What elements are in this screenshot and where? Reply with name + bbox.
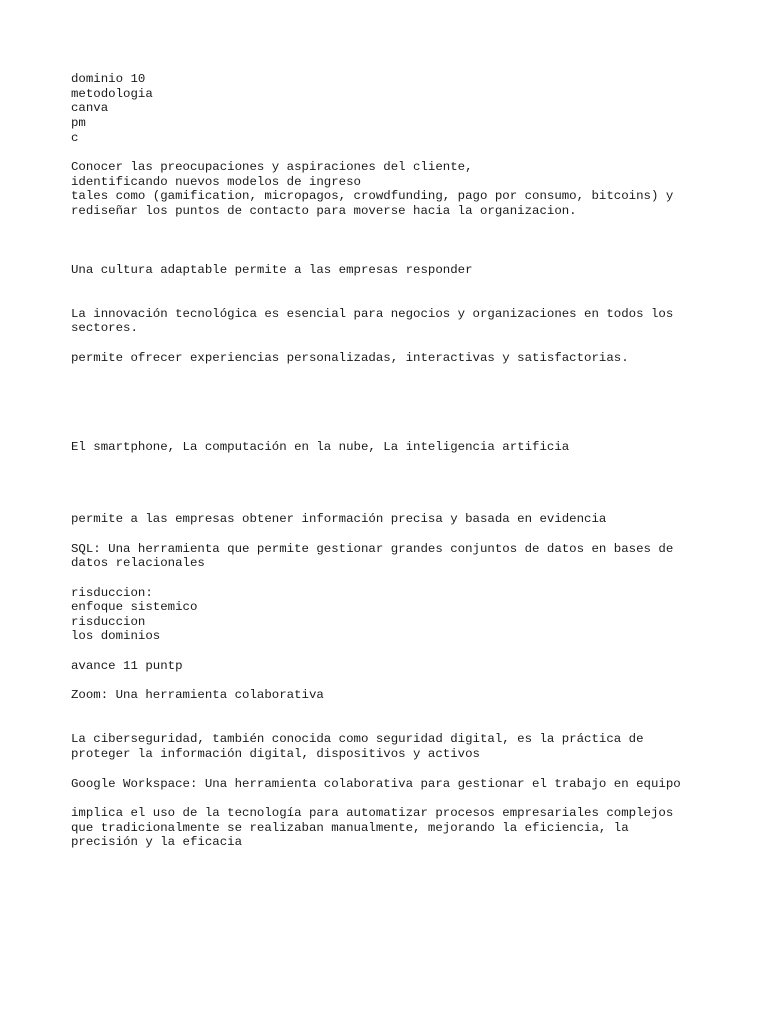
text-line: proteger la información digital, dispositivos y activos <box>71 747 480 761</box>
text-line: risduccion: <box>71 586 153 600</box>
text-line: canva <box>71 101 109 115</box>
text-line: sectores. <box>71 321 138 335</box>
text-line: Conocer las preocupaciones y aspiraciones del cliente, <box>71 160 473 174</box>
text-line: tales como (gamification, micropagos, crowdfunding, pago por consumo, bitcoins) y <box>71 189 674 203</box>
text-line: precisión y la eficacia <box>71 835 243 849</box>
text-line: El smartphone, La computación en la nube, La inteligencia artificia <box>71 440 570 454</box>
text-line: pm <box>71 116 86 130</box>
text-line: avance 11 puntp <box>71 659 183 673</box>
text-line: Zoom: Una herramienta colaborativa <box>71 688 324 702</box>
text-line: La innovación tecnológica es esencial para negocios y organizaciones en todos los <box>71 307 674 321</box>
text-line: rediseñar los puntos de contacto para moverse hacia la organizacion. <box>71 204 577 218</box>
text-line: enfoque sistemico <box>71 600 198 614</box>
text-line: datos relacionales <box>71 556 205 570</box>
text-line: Una cultura adaptable permite a las empresas responder <box>71 263 473 277</box>
text-line: los dominios <box>71 629 161 643</box>
text-line: permite a las empresas obtener información precisa y basada en evidencia <box>71 512 607 526</box>
text-line: SQL: Una herramienta que permite gestionar grandes conjuntos de datos en bases de <box>71 542 674 556</box>
text-line: implica el uso de la tecnología para automatizar procesos empresariales complejos <box>71 806 674 820</box>
text-line: dominio 10 <box>71 72 146 86</box>
text-line: permite ofrecer experiencias personalizadas, interactivas y satisfactorias. <box>71 351 629 365</box>
text-line: risduccion <box>71 615 146 629</box>
text-line: que tradicionalmente se realizaban manualmente, mejorando la eficiencia, la <box>71 821 629 835</box>
text-line: c <box>71 131 79 145</box>
text-line: identificando nuevos modelos de ingreso <box>71 175 361 189</box>
text-line: Google Workspace: Una herramienta colaborativa para gestionar el trabajo en equipo <box>71 777 681 791</box>
text-line: La ciberseguridad, también conocida como seguridad digital, es la práctica de <box>71 732 644 746</box>
text-line: metodologia <box>71 87 153 101</box>
